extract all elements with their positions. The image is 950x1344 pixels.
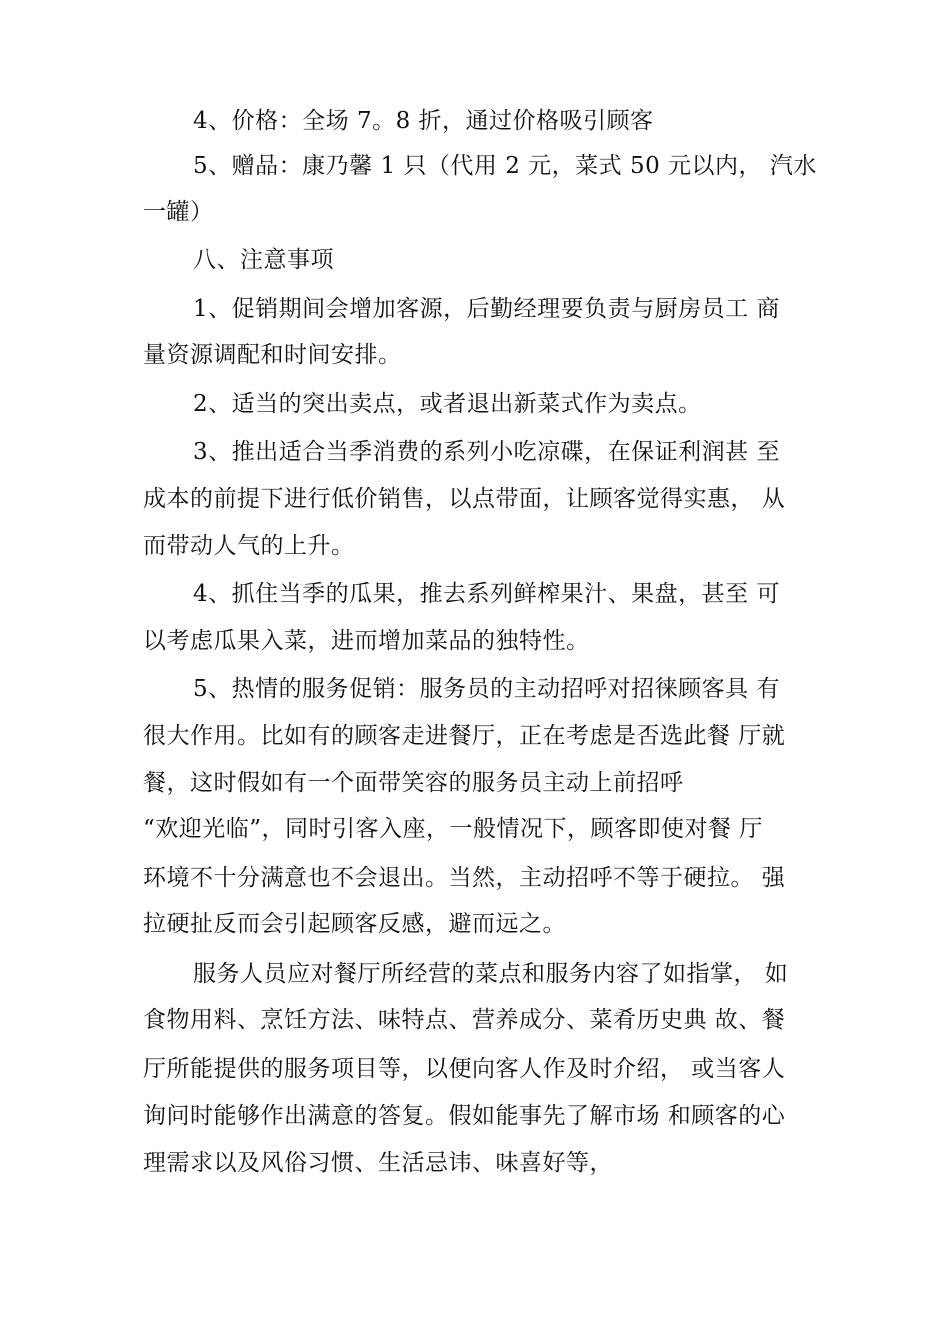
text-line: “欢迎光临”，同时引客入座，一般情况下，顾客即使对餐 厅 [143, 816, 763, 842]
text-line: 以考虑瓜果入菜，进而增加菜品的独特性。 [143, 628, 590, 654]
text-line: 拉硬扯反而会引起顾客反感，避而远之。 [143, 911, 566, 937]
text-line: 询问时能够作出满意的答复。假如能事先了解市场 和顾客的心 [143, 1103, 786, 1129]
text-line: 2、适当的突出卖点，或者退出新菜式作为卖点。 [193, 391, 702, 417]
text-line: 1、促销期间会增加客源，后勤经理要负责与厨房员工 商 [193, 296, 780, 322]
text-line: 一罐） [143, 199, 214, 225]
text-line: 4、抓住当季的瓜果，推去系列鲜榨果汁、果盘，甚至 可 [193, 581, 780, 607]
text-line: 而带动人气的上升。 [143, 533, 355, 559]
text-line: 环境不十分满意也不会退出。当然，主动招呼不等于硬拉。 强 [143, 865, 786, 891]
text-line: 4、价格：全场 7。8 折，通过价格吸引顾客 [193, 108, 654, 134]
text-line: 3、推出适合当季消费的系列小吃凉碟，在保证利润甚 至 [193, 439, 780, 465]
text-line: 餐，这时假如有一个面带笑容的服务员主动上前招呼 [143, 770, 684, 796]
text-line: 很大作用。比如有的顾客走进餐厅，正在考虑是否选此餐 厅就 [143, 723, 786, 749]
text-line: 5、赠品：康乃馨 1 只（代用 2 元，菜式 50 元以内， 汽水 [193, 153, 817, 179]
text-line: 成本的前提下进行低价销售，以点带面，让顾客觉得实惠， 从 [143, 486, 786, 512]
text-line: 5、热情的服务促销：服务员的主动招呼对招徕顾客具 有 [193, 676, 780, 702]
text-line: 服务人员应对餐厅所经营的菜点和服务内容了如指掌， 如 [193, 961, 789, 987]
text-line: 理需求以及风俗习惯、生活忌讳、味喜好等， [143, 1150, 613, 1176]
section-heading: 八、注意事项 [193, 247, 334, 273]
text-line: 食物用料、烹饪方法、味特点、营养成分、菜肴历史典 故、餐 [143, 1007, 786, 1033]
text-line: 量资源调配和时间安排。 [143, 342, 402, 368]
text-line: 厅所能提供的服务项目等，以便向客人作及时介绍， 或当客人 [143, 1056, 786, 1082]
